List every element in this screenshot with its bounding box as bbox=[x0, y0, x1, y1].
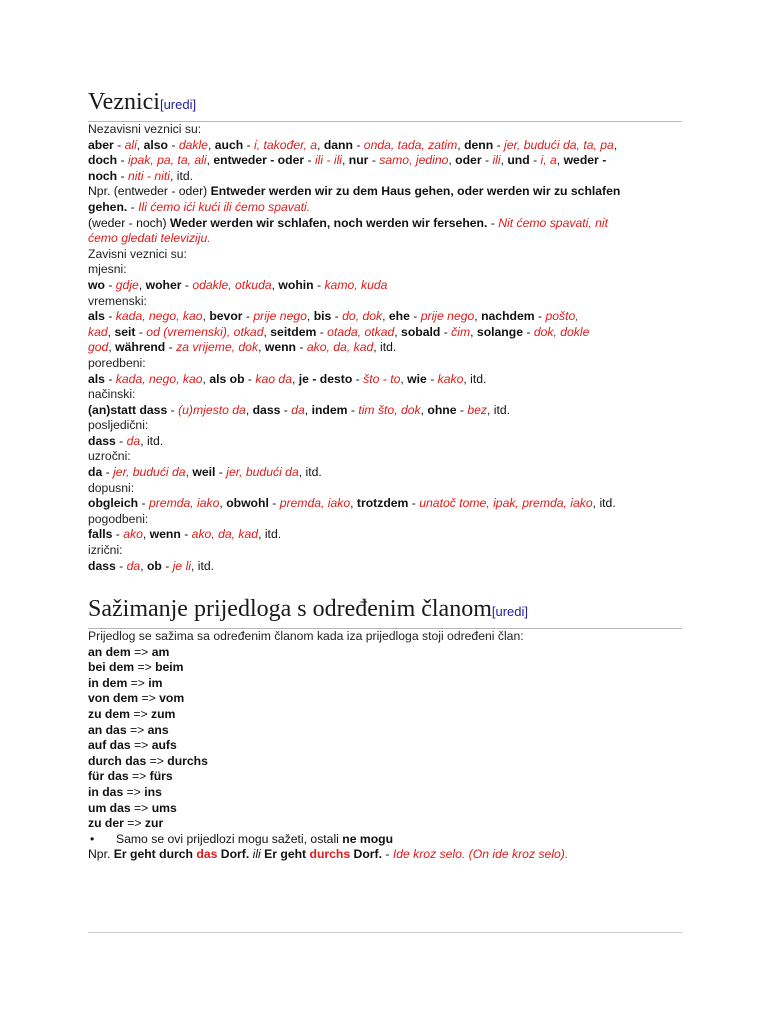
german-term: ans bbox=[147, 722, 169, 737]
german-term: im bbox=[148, 675, 163, 690]
german-term: am bbox=[151, 644, 170, 659]
text-run: => bbox=[146, 753, 168, 768]
german-term: nur bbox=[348, 153, 369, 168]
text-line bbox=[88, 153, 682, 169]
german-term: noch bbox=[88, 168, 118, 183]
text-line bbox=[88, 660, 682, 676]
text-run: , bbox=[613, 137, 618, 152]
german-term: trotzdem bbox=[356, 496, 409, 511]
text-line bbox=[88, 769, 682, 785]
german-term: falls bbox=[88, 527, 113, 542]
translation-text: ili - ili bbox=[314, 153, 343, 168]
text-run: , bbox=[202, 371, 210, 386]
text-run: - bbox=[127, 199, 139, 214]
translation-text: prije nego bbox=[420, 309, 475, 324]
text-run: => bbox=[130, 800, 152, 815]
text-run: , bbox=[556, 153, 564, 168]
text-run: - bbox=[135, 324, 147, 339]
label-line bbox=[88, 387, 682, 403]
text-run: , bbox=[108, 340, 116, 355]
section-heading bbox=[88, 88, 682, 122]
german-term: für das bbox=[88, 769, 129, 784]
text-run: , bbox=[420, 402, 428, 417]
german-term: an das bbox=[88, 722, 127, 737]
german-term: dann bbox=[323, 137, 353, 152]
text-run: - bbox=[115, 558, 127, 573]
section-veznici bbox=[88, 88, 682, 574]
text-run: Npr. (entweder - oder) bbox=[88, 184, 211, 199]
german-term: als bbox=[88, 309, 105, 324]
translation-text: Ide kroz selo. (On ide kroz selo). bbox=[392, 847, 569, 862]
text-line bbox=[88, 847, 682, 863]
text-run: - bbox=[487, 215, 499, 230]
text-run: => bbox=[128, 769, 150, 784]
german-term: als ob bbox=[209, 371, 245, 386]
text-run: , bbox=[271, 277, 279, 292]
text-run: - bbox=[456, 402, 468, 417]
text-run: dopusni: bbox=[88, 480, 135, 495]
text-run: - bbox=[117, 168, 128, 183]
text-run: , bbox=[457, 137, 465, 152]
text-run: , bbox=[350, 496, 357, 511]
text-line bbox=[88, 309, 682, 325]
german-term: aber bbox=[88, 137, 114, 152]
section-sazimanje bbox=[88, 595, 682, 863]
text-line bbox=[88, 184, 682, 200]
german-term: von dem bbox=[88, 691, 139, 706]
label-line bbox=[88, 418, 682, 434]
text-run: , bbox=[142, 527, 150, 542]
text-line bbox=[88, 231, 682, 247]
translation-text: odakle, otkuda bbox=[192, 277, 272, 292]
text-line bbox=[88, 278, 682, 294]
translation-text: do, dok bbox=[342, 309, 383, 324]
text-run: načinski: bbox=[88, 387, 136, 402]
text-run: - bbox=[313, 277, 325, 292]
german-term: ums bbox=[151, 800, 177, 815]
text-run: => bbox=[126, 722, 148, 737]
section-body bbox=[88, 629, 682, 863]
translation-text: da bbox=[126, 558, 141, 573]
text-line bbox=[88, 434, 682, 450]
translation-text: što - to bbox=[363, 371, 401, 386]
text-line bbox=[88, 403, 682, 419]
german-term: also bbox=[143, 137, 168, 152]
translation-text: onda, tada, zatim bbox=[363, 137, 458, 152]
text-line bbox=[88, 372, 682, 388]
text-run: , bbox=[500, 153, 508, 168]
german-term: dass bbox=[88, 433, 116, 448]
text-run: - bbox=[440, 324, 452, 339]
german-term: gehen. bbox=[88, 199, 128, 214]
translation-text: da bbox=[126, 433, 141, 448]
text-run: - bbox=[112, 527, 124, 542]
section-heading bbox=[88, 595, 682, 629]
text-run: , itd. bbox=[463, 371, 487, 386]
text-line bbox=[88, 496, 682, 512]
german-term: ehe bbox=[388, 309, 410, 324]
german-term: an dem bbox=[88, 644, 131, 659]
text-run: Prijedlog se sažima sa određenim članom kada iza prijedloga stoji određeni član: bbox=[88, 629, 524, 643]
german-term: je - desto bbox=[298, 371, 353, 386]
text-line bbox=[88, 723, 682, 739]
text-run: => bbox=[123, 816, 145, 831]
german-term: dass bbox=[88, 558, 116, 573]
translation-text: ako, da, kad bbox=[306, 340, 374, 355]
translation-text: je li bbox=[172, 558, 191, 573]
bottom-divider bbox=[88, 932, 682, 933]
translation-text: pošto, bbox=[545, 309, 579, 324]
translation-text: od (vremenski), otkad bbox=[146, 324, 264, 339]
german-term: woher bbox=[145, 277, 182, 292]
label-line bbox=[88, 629, 682, 645]
text-run: Nezavisni veznici su: bbox=[88, 122, 202, 136]
section-title: Sažimanje prijedloga s određenim članom bbox=[88, 596, 492, 622]
text-run: => bbox=[129, 706, 151, 721]
text-run: => bbox=[127, 675, 149, 690]
translation-text: bez bbox=[467, 402, 488, 417]
german-term: entweder - oder bbox=[213, 153, 305, 168]
edit-link[interactable]: [uredi] bbox=[159, 97, 197, 112]
text-run: - bbox=[167, 137, 179, 152]
german-term: fürs bbox=[149, 769, 173, 784]
text-run: - bbox=[180, 527, 192, 542]
text-run: , bbox=[140, 558, 147, 573]
german-term: durch das bbox=[88, 753, 147, 768]
text-run: , itd. bbox=[258, 527, 282, 542]
text-run: => bbox=[130, 644, 152, 659]
german-term: aufs bbox=[151, 738, 177, 753]
text-run: , bbox=[202, 309, 210, 324]
translation-text: jer, budući da, ta, pa bbox=[504, 137, 614, 152]
german-term: (an)statt dass bbox=[88, 402, 168, 417]
german-term: Er geht durch bbox=[113, 847, 197, 862]
text-run: - bbox=[534, 309, 546, 324]
text-run: , bbox=[245, 402, 253, 417]
text-run: poredbeni: bbox=[88, 355, 146, 370]
text-line bbox=[88, 340, 682, 356]
german-term: obwohl bbox=[226, 496, 269, 511]
text-run: , bbox=[342, 153, 349, 168]
german-term: oder bbox=[455, 153, 482, 168]
text-run: - bbox=[347, 402, 359, 417]
text-run: , bbox=[306, 309, 314, 324]
label-line bbox=[88, 294, 682, 310]
german-term: vom bbox=[159, 691, 185, 706]
translation-text: i, a bbox=[540, 153, 557, 168]
translation-text: premda, iako bbox=[148, 496, 220, 511]
text-run: - bbox=[104, 277, 116, 292]
german-term: zur bbox=[144, 816, 164, 831]
translation-text: da bbox=[291, 402, 305, 417]
text-run: - bbox=[165, 340, 177, 355]
german-term: nachdem bbox=[481, 309, 535, 324]
german-term: wenn bbox=[264, 340, 296, 355]
german-term: in das bbox=[88, 784, 124, 799]
label-line bbox=[88, 543, 682, 559]
text-run: , itd. bbox=[298, 465, 322, 480]
german-term: ohne bbox=[427, 402, 457, 417]
text-run: , itd. bbox=[169, 168, 193, 183]
german-term: zu der bbox=[88, 816, 124, 831]
label-line bbox=[88, 481, 682, 497]
text-line bbox=[88, 707, 682, 723]
german-term: bevor bbox=[209, 309, 243, 324]
translation-text: unatoč tome, ipak, premda, iako bbox=[419, 496, 593, 511]
text-run: , bbox=[291, 371, 299, 386]
german-term: auf das bbox=[88, 738, 131, 753]
text-run: - bbox=[243, 137, 255, 152]
german-term: dass bbox=[252, 402, 281, 417]
translation-text: tim što, dok bbox=[358, 402, 421, 417]
text-run: - bbox=[115, 433, 127, 448]
text-run: , bbox=[263, 324, 271, 339]
translation-text: ali bbox=[124, 137, 137, 152]
label-line bbox=[88, 247, 682, 263]
translation-text: ćemo gledati televiziju. bbox=[88, 231, 211, 246]
german-term: um das bbox=[88, 800, 131, 815]
german-term: weder - bbox=[563, 153, 607, 168]
german-term: Entweder werden wir zu dem Haus gehen, oder werden wir zu schlafen bbox=[210, 184, 621, 199]
german-term: indem bbox=[311, 402, 348, 417]
text-run: - bbox=[331, 309, 343, 324]
text-run: izrični: bbox=[88, 543, 123, 558]
label-line bbox=[88, 356, 682, 372]
text-line bbox=[88, 465, 682, 481]
german-term: zu dem bbox=[88, 706, 130, 721]
text-run: , bbox=[219, 496, 227, 511]
translation-text: prije nego bbox=[253, 309, 307, 324]
text-run: , bbox=[304, 402, 312, 417]
german-term: während bbox=[115, 340, 166, 355]
translation-text: kada, nego, kao bbox=[115, 309, 203, 324]
label-line bbox=[88, 512, 682, 528]
text-run: - bbox=[381, 847, 393, 862]
text-run: - bbox=[268, 496, 280, 511]
text-run: - bbox=[161, 558, 173, 573]
text-run: posljedični: bbox=[88, 418, 149, 433]
label-line bbox=[88, 449, 682, 465]
translation-text: kad bbox=[88, 324, 108, 339]
translation-text: god bbox=[88, 340, 109, 355]
german-term: bei dem bbox=[88, 660, 135, 675]
translation-text: ako, da, kad bbox=[191, 527, 259, 542]
text-run: - bbox=[117, 153, 128, 168]
text-run: - bbox=[104, 309, 116, 324]
text-line bbox=[88, 738, 682, 754]
text-run: - bbox=[352, 371, 364, 386]
text-run: , bbox=[470, 324, 477, 339]
german-term: wie bbox=[407, 371, 427, 386]
german-term: Er geht bbox=[264, 847, 310, 862]
german-term: und bbox=[507, 153, 530, 168]
translation-text: kako bbox=[437, 371, 464, 386]
text-run: , itd. bbox=[191, 558, 215, 573]
text-line bbox=[88, 325, 682, 341]
label-line bbox=[88, 262, 682, 278]
text-run: Npr. bbox=[88, 847, 114, 862]
translation-text: (u)mjesto da bbox=[178, 402, 246, 417]
text-run: => bbox=[138, 691, 160, 706]
text-line bbox=[88, 676, 682, 692]
text-line bbox=[88, 816, 682, 832]
translation-text: kamo, kuda bbox=[324, 277, 388, 292]
translation-text: durchs bbox=[309, 847, 351, 862]
translation-text: kao da bbox=[255, 371, 292, 386]
text-line bbox=[88, 169, 682, 185]
translation-text: Nit ćemo spavati, nit bbox=[498, 215, 608, 230]
text-run: - bbox=[138, 496, 149, 511]
german-term: ne mogu bbox=[342, 831, 394, 846]
text-run: - bbox=[181, 277, 193, 292]
text-run: - bbox=[113, 137, 125, 152]
german-term: als bbox=[88, 371, 105, 386]
german-term: sobald bbox=[401, 324, 441, 339]
german-term: da bbox=[88, 465, 103, 480]
german-term: Dorf. bbox=[350, 847, 382, 862]
german-term: weil bbox=[192, 465, 216, 480]
translation-text: Ili ćemo ići kući ili ćemo spavati. bbox=[138, 199, 311, 214]
german-term: bis bbox=[313, 309, 332, 324]
text-run: , itd. bbox=[373, 340, 397, 355]
text-run: ili bbox=[252, 847, 261, 862]
text-run: - bbox=[529, 153, 541, 168]
translation-text: samo, jedino bbox=[379, 153, 449, 168]
text-run: - bbox=[408, 496, 420, 511]
text-run: - bbox=[493, 137, 505, 152]
german-term: Dorf. bbox=[217, 847, 250, 862]
text-run: , bbox=[185, 465, 193, 480]
translation-text: niti - niti bbox=[127, 168, 170, 183]
text-run: Zavisni veznici su: bbox=[88, 246, 187, 261]
text-line bbox=[88, 645, 682, 661]
text-run: , bbox=[448, 153, 456, 168]
translation-text: kada, nego, kao bbox=[115, 371, 203, 386]
german-term: in dem bbox=[88, 675, 128, 690]
german-term: beim bbox=[155, 660, 184, 675]
translation-text: za vrijeme, dok bbox=[176, 340, 259, 355]
text-run: - bbox=[296, 340, 307, 355]
text-run: - bbox=[104, 371, 116, 386]
text-run: , itd. bbox=[487, 402, 511, 417]
german-term: Weder werden wir schlafen, noch werden wir fersehen. bbox=[169, 215, 488, 230]
german-term: wo bbox=[88, 277, 105, 292]
text-line bbox=[88, 801, 682, 817]
text-run: - bbox=[352, 137, 364, 152]
text-run: mjesni: bbox=[88, 262, 127, 277]
text-run: - bbox=[409, 309, 421, 324]
german-term: zum bbox=[151, 706, 176, 721]
text-run: , bbox=[382, 309, 389, 324]
text-line bbox=[88, 200, 682, 216]
text-run: vremenski: bbox=[88, 293, 147, 308]
text-run: , bbox=[258, 340, 265, 355]
translation-text: das bbox=[196, 847, 218, 862]
german-term: wenn bbox=[149, 527, 181, 542]
text-line bbox=[88, 559, 682, 575]
text-run: - bbox=[316, 324, 328, 339]
german-term: seit bbox=[114, 324, 136, 339]
bullet-item bbox=[88, 832, 682, 848]
translation-text: jer, budući da bbox=[226, 465, 299, 480]
text-run: => bbox=[123, 784, 145, 799]
text-line bbox=[88, 785, 682, 801]
german-term: seitdem bbox=[270, 324, 317, 339]
german-term: auch bbox=[214, 137, 244, 152]
section-title: Veznici bbox=[88, 89, 160, 115]
translation-text: otada, otkad bbox=[327, 324, 395, 339]
text-run: - bbox=[167, 402, 179, 417]
german-term: denn bbox=[464, 137, 494, 152]
translation-text: i, također, a bbox=[254, 137, 318, 152]
text-line bbox=[88, 754, 682, 770]
german-term: ins bbox=[144, 784, 162, 799]
text-run: - bbox=[426, 371, 438, 386]
german-term: solange bbox=[476, 324, 523, 339]
text-run: Samo se ovi prijedlozi mogu sažeti, ostali bbox=[116, 831, 343, 846]
text-line bbox=[88, 527, 682, 543]
german-term: wohin bbox=[278, 277, 314, 292]
text-run: , itd. bbox=[140, 433, 164, 448]
text-line bbox=[88, 138, 682, 154]
text-run: => bbox=[130, 738, 152, 753]
german-term: obgleich bbox=[88, 496, 139, 511]
text-run: , bbox=[207, 137, 215, 152]
german-term: doch bbox=[88, 153, 118, 168]
section-body bbox=[88, 122, 682, 574]
text-run: - bbox=[215, 465, 227, 480]
text-run: - bbox=[244, 371, 256, 386]
text-run: - bbox=[102, 465, 114, 480]
translation-text: dakle bbox=[178, 137, 208, 152]
translation-text: premda, iako bbox=[279, 496, 351, 511]
text-run: , itd. bbox=[592, 496, 616, 511]
text-run: , bbox=[394, 324, 402, 339]
text-run: (weder - noch) bbox=[88, 215, 170, 230]
text-run: - bbox=[481, 153, 493, 168]
translation-text: dok, dokle bbox=[533, 324, 590, 339]
translation-text: čim bbox=[451, 324, 471, 339]
edit-link[interactable]: [uredi] bbox=[491, 604, 529, 619]
text-run: - bbox=[304, 153, 315, 168]
german-term: durchs bbox=[167, 753, 208, 768]
german-term: ob bbox=[146, 558, 162, 573]
translation-text: ipak, pa, ta, ali bbox=[127, 153, 207, 168]
text-run: - bbox=[280, 402, 292, 417]
text-run: , bbox=[136, 137, 144, 152]
text-run: => bbox=[134, 660, 156, 675]
text-run: - bbox=[368, 153, 380, 168]
text-run: , bbox=[107, 324, 115, 339]
translation-text: ako bbox=[123, 527, 143, 542]
text-run: , bbox=[400, 371, 408, 386]
text-line bbox=[88, 691, 682, 707]
text-run: - bbox=[242, 309, 254, 324]
text-run: , bbox=[206, 153, 214, 168]
translation-text: ili bbox=[492, 153, 501, 168]
text-run: , bbox=[474, 309, 482, 324]
label-line bbox=[88, 122, 682, 138]
text-run: uzročni: bbox=[88, 449, 131, 464]
translation-text: jer, budući da bbox=[113, 465, 186, 480]
text-run: , bbox=[317, 137, 324, 152]
text-line bbox=[88, 216, 682, 232]
text-run: pogodbeni: bbox=[88, 511, 149, 526]
text-run: , bbox=[138, 277, 146, 292]
text-run: - bbox=[522, 324, 534, 339]
translation-text: gdje bbox=[115, 277, 139, 292]
